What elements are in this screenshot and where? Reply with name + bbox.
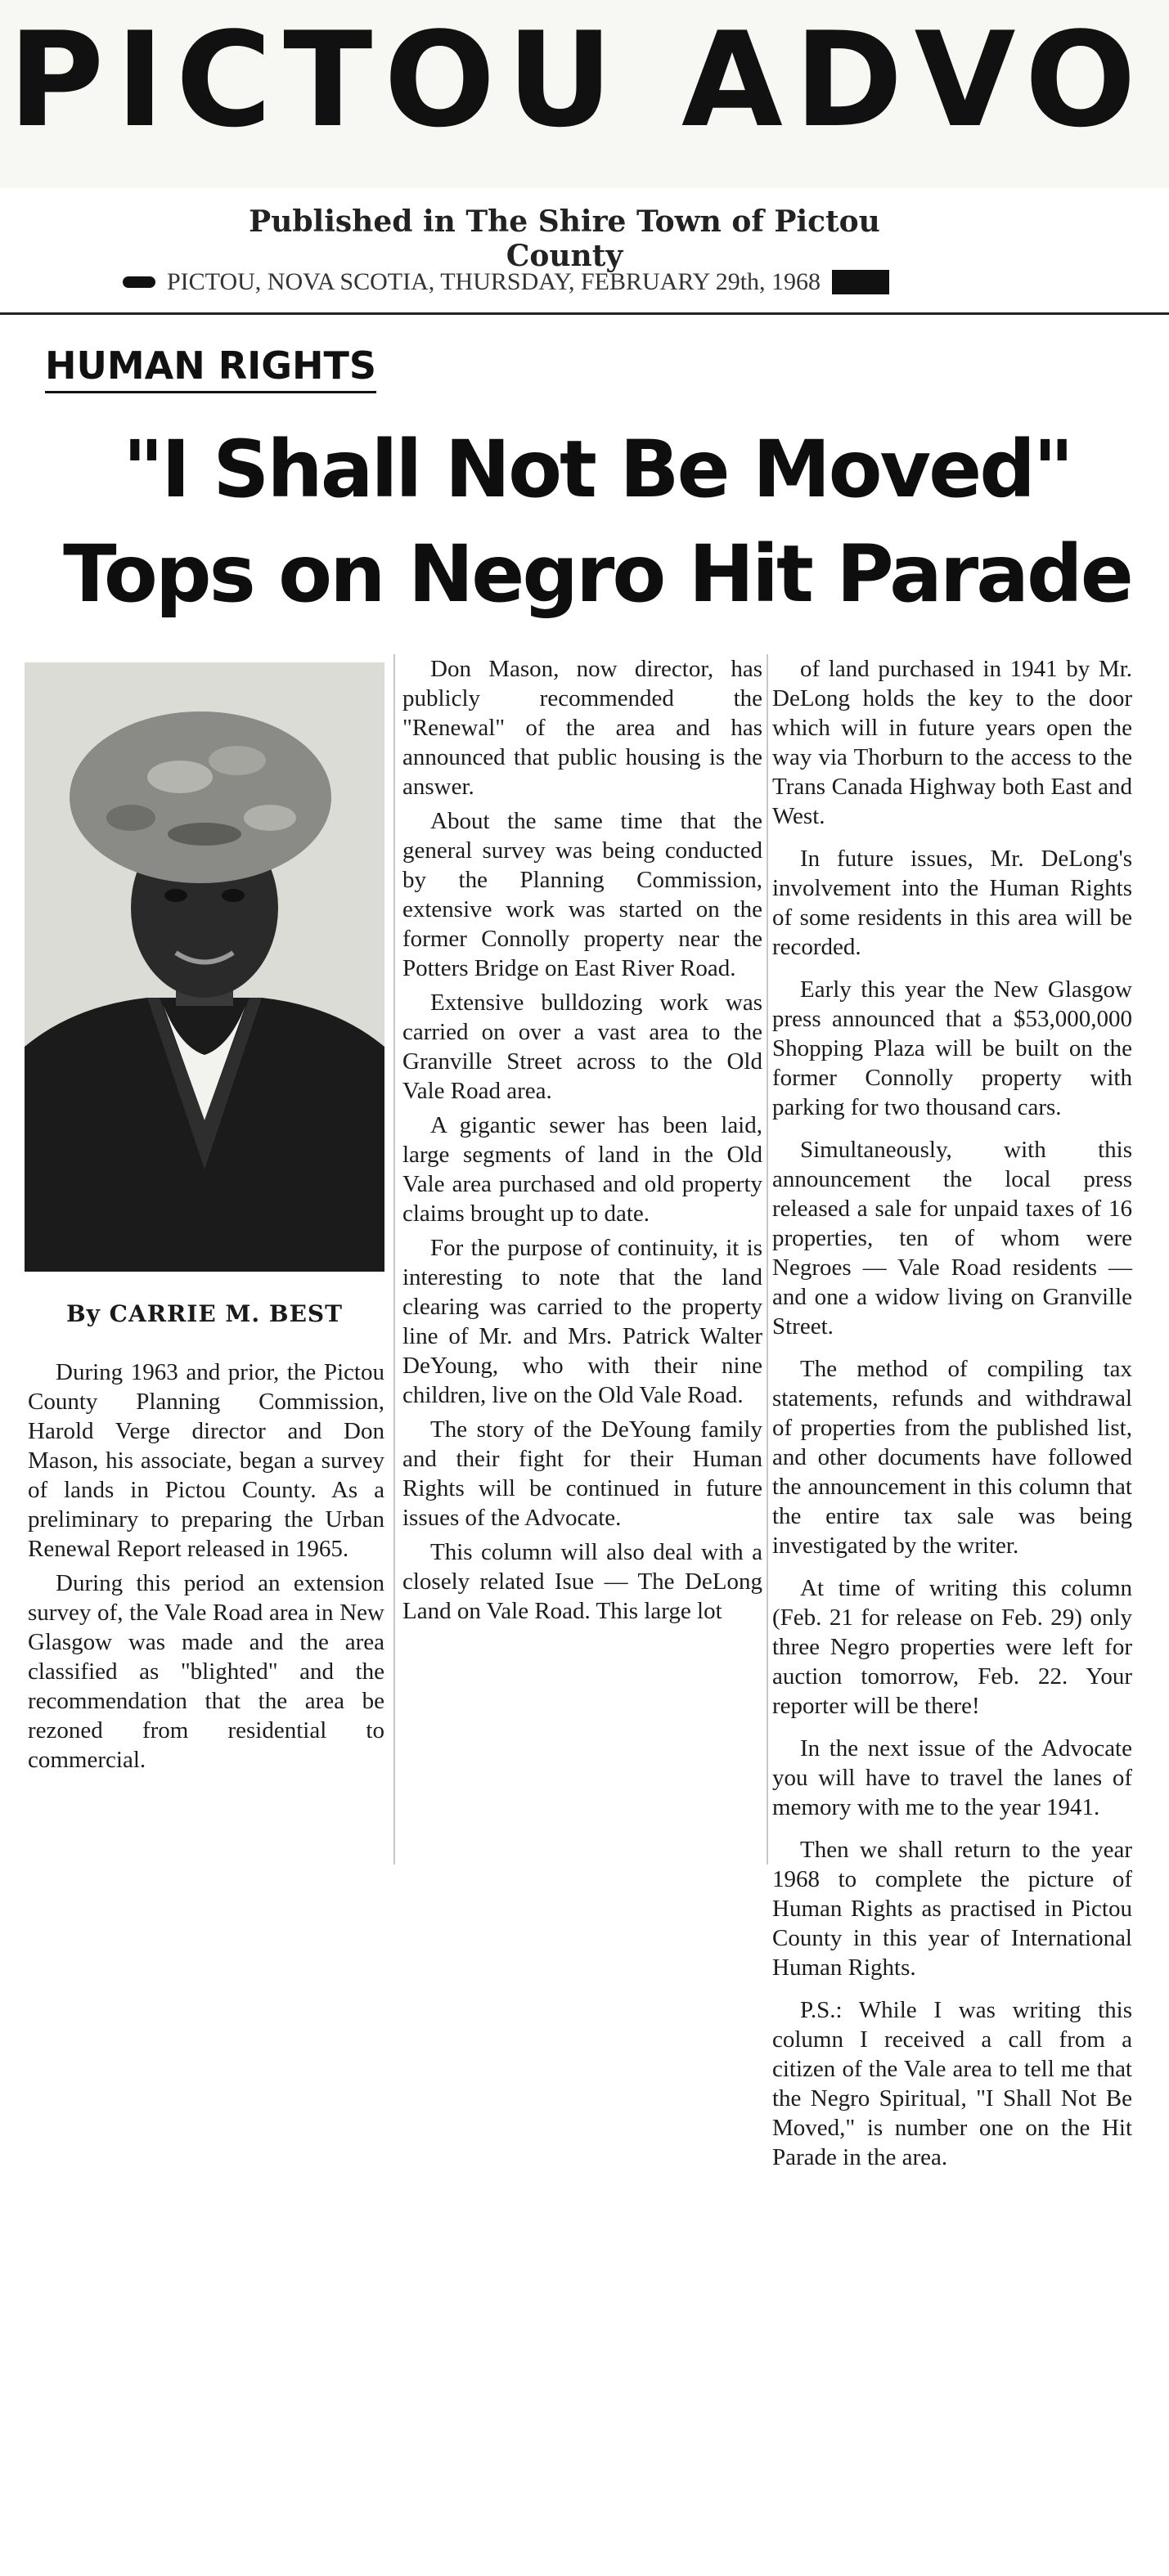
masthead-tagline: Published in The Shire Town of Pictou County [249, 204, 880, 273]
paragraph: Then we shall return to the year 1968 to complete the picture of Human Rights as practised in Pictou County in this year of International Human Rights. [772, 1837, 1132, 1981]
dateline-text: PICTOU, NOVA SCOTIA, THURSDAY, FEBRUARY 29th, 1968 [167, 268, 821, 295]
ink-blot-icon [832, 270, 889, 294]
masthead [0, 0, 1169, 188]
column-divider [393, 654, 395, 1865]
paragraph: The method of compiling tax statements, refunds and withdrawal of properties from the published list, and other documents have followed the announcement in this column that the entire tax sale was being investigated by the writer. [772, 1356, 1132, 1559]
paragraph: About the same time that the general survey was being conducted by the Planning Commission, extensive work was started on the former Connolly property near the Potters Bridge on East River Road. [402, 808, 762, 981]
paragraph: P.S.: While I was writing this column I received a call from a citizen of the Vale area to tell me that the Negro Spiritual, "I Shall Not Be Moved," is number one on the Hit Parade in the area. [772, 1997, 1132, 2170]
ink-blot-icon [123, 276, 155, 288]
paragraph: During 1963 and prior, the Pictou County Planning Commission, Harold Verge director and Don Mason, his associate, began a survey of lands in Pictou County. As a preliminary to preparing the Urban Renewal Report released in 1965. [28, 1359, 384, 1562]
portrait-image [25, 662, 384, 1272]
paragraph: At time of writing this column (Feb. 21 for release on Feb. 29) only three Negro properties were left for auction tomorrow, Feb. 22. Your reporter will be there! [772, 1575, 1132, 1719]
headline-line-1: "I Shall Not Be Moved" [123, 424, 1072, 515]
section-kicker: HUMAN RIGHTS [45, 343, 376, 393]
paragraph: The story of the DeYoung family and their fight for their Human Rights will be continued in future issues of the Advocate. [402, 1416, 762, 1531]
newspaper-title: PICTOU ADVO [8, 3, 1148, 156]
masthead-rule [0, 312, 1169, 315]
paragraph: of land purchased in 1941 by Mr. DeLong holds the key to the door which will in future years open the way via Thorburn to the access to the Trans Canada Highway both East and West. [772, 656, 1132, 829]
article-column-2 [402, 654, 762, 1631]
paragraph: Extensive bulldozing work was carried on over a vast area to the Granville Street across to the Old Vale Road area. [402, 990, 762, 1104]
paragraph: Early this year the New Glasgow press announced that a $53,000,000 Shopping Plaza will be built on the former Connolly property with parking for two thousand cars. [772, 976, 1132, 1120]
column-divider [767, 654, 768, 1865]
paragraph: In future issues, Mr. DeLong's involvement into the Human Rights of some residents in this area will be recorded. [772, 846, 1132, 960]
article-column-1 [28, 1358, 384, 1779]
article-column-3 [772, 654, 1132, 2185]
paragraph: During this period an extension survey of, the Vale Road area in New Glasgow was made and the area classified as "blighted" and the recommendation that the area be rezoned from residential to commercial. [28, 1570, 384, 1773]
paragraph: In the next issue of the Advocate you will have to travel the lanes of memory with me to the year 1941. [772, 1735, 1132, 1820]
dateline [123, 268, 1063, 296]
paragraph: Don Mason, now director, has publicly recommended the "Renewal" of the area and has announced that public housing is the answer. [402, 656, 762, 800]
paragraph: Simultaneously, with this announcement the local press released a sale for unpaid taxes of 16 properties, ten of whom were Negroes — Vale Road residents — and one a widow living on Granville Street. [772, 1137, 1132, 1340]
portrait-photo [25, 662, 384, 1272]
paragraph: This column will also deal with a closely related Isue — The DeLong Land on Vale Road. This large lot [402, 1539, 762, 1624]
paragraph: A gigantic sewer has been laid, large segments of land in the Old Vale area purchased and old property claims brought up to date. [402, 1112, 762, 1227]
headline [33, 417, 1162, 626]
paragraph: For the purpose of continuity, it is interesting to note that the land clearing was carried to the property line of Mr. and Mrs. Patrick Walter DeYoung, who with their nine children, live on the Old Vale Road. [402, 1235, 762, 1408]
headline-line-2: Tops on Negro Hit Parade [63, 528, 1131, 620]
byline: By CARRIE M. BEST [66, 1300, 343, 1327]
